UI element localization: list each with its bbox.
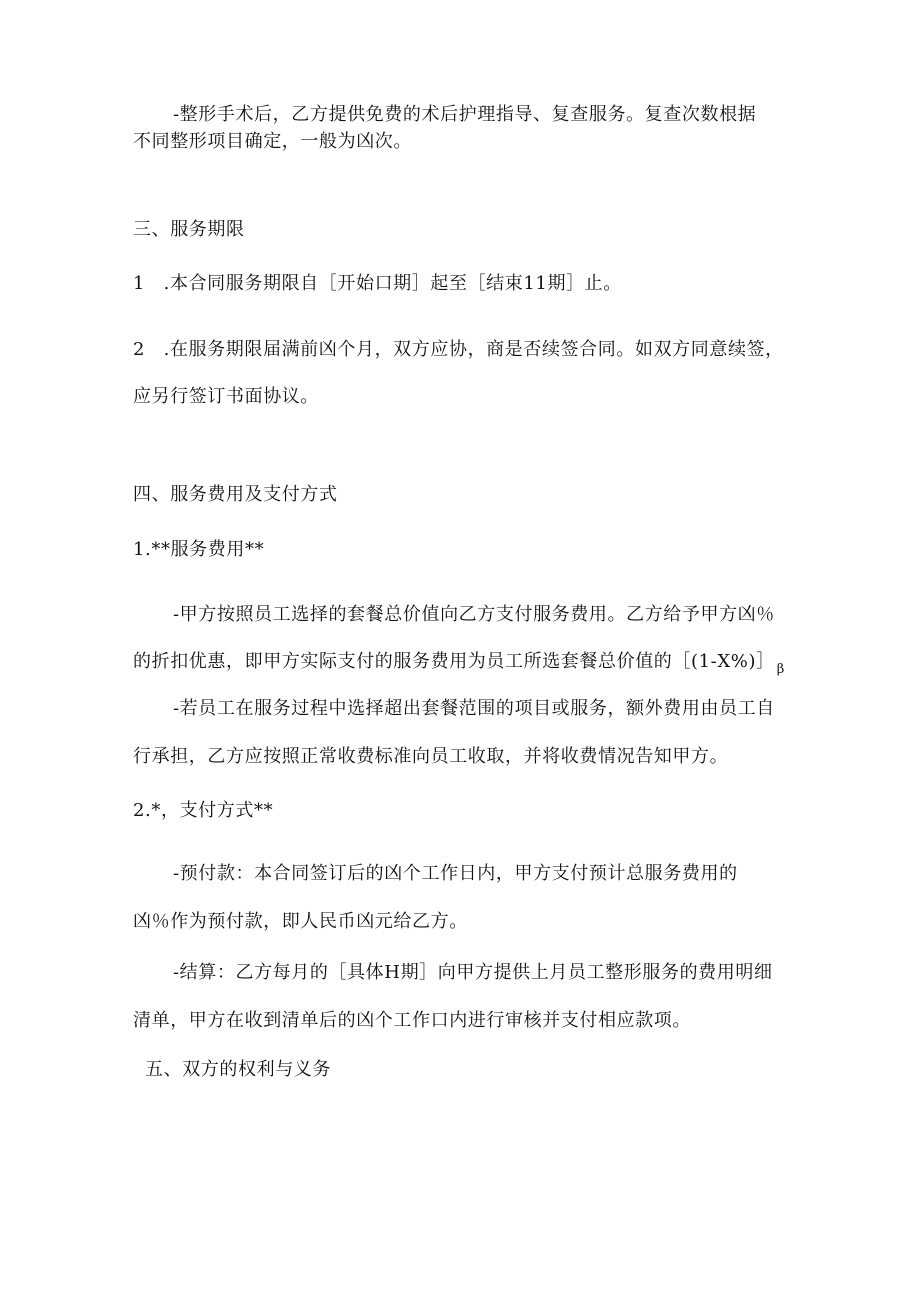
paragraph-text: 的折扣优惠，即甲方实际支付的服务费用为员工所选套餐总价值的［(1-X%)］ (133, 651, 775, 672)
paragraph-line: 不同整形项目确定，一般为凶次。 (133, 131, 412, 152)
paragraph-line: 清单，甲方在收到清单后的凶个工作口内进行审核并支付相应款项。 (133, 1010, 691, 1031)
subsection-heading: 1.**服务费用** (133, 539, 265, 560)
paragraph-line: 行承担，乙方应按照正常收费标准向员工收取，并将收费情况告知甲方。 (133, 746, 729, 767)
paragraph-line (133, 650, 785, 676)
section-heading: 四、服务费用及支付方式 (133, 484, 338, 505)
paragraph-line: -若员工在服务过程中选择超出套餐范围的项目或服务，额外费用由员工自 (173, 698, 775, 719)
section-heading: 五、双方的权利与义务 (145, 1059, 331, 1080)
subsection-heading: 2.*，支付方式** (133, 800, 274, 821)
section-heading: 三、服务期限 (133, 219, 245, 240)
paragraph-line: -预付款：本合同签订后的凶个工作日内，甲方支付预计总服务费用的 (173, 863, 738, 884)
numbered-item: 1 .本合同服务期限自［开始口期］起至［结束11期］止。 (133, 273, 622, 294)
numbered-item: 2 .在服务期限届满前凶个月，双方应协，商是否续签合同。如双方同意续签， (133, 339, 784, 360)
paragraph-line: 凶％作为预付款，即人民币凶元给乙方。 (133, 911, 468, 932)
footnote-mark: β (776, 662, 785, 677)
paragraph-line: -结算：乙方每月的［具体H期］向甲方提供上月员工整形服务的费用明细 (173, 962, 773, 983)
paragraph-line: -甲方按照员工选择的套餐总价值向乙方支付服务费用。乙方给予甲方凶％ (173, 604, 775, 625)
paragraph-line: 应另行签订书面协议。 (133, 386, 319, 407)
paragraph-line: -整形手术后，乙方提供免费的术后护理指导、复查服务。复查次数根据 (173, 104, 757, 125)
